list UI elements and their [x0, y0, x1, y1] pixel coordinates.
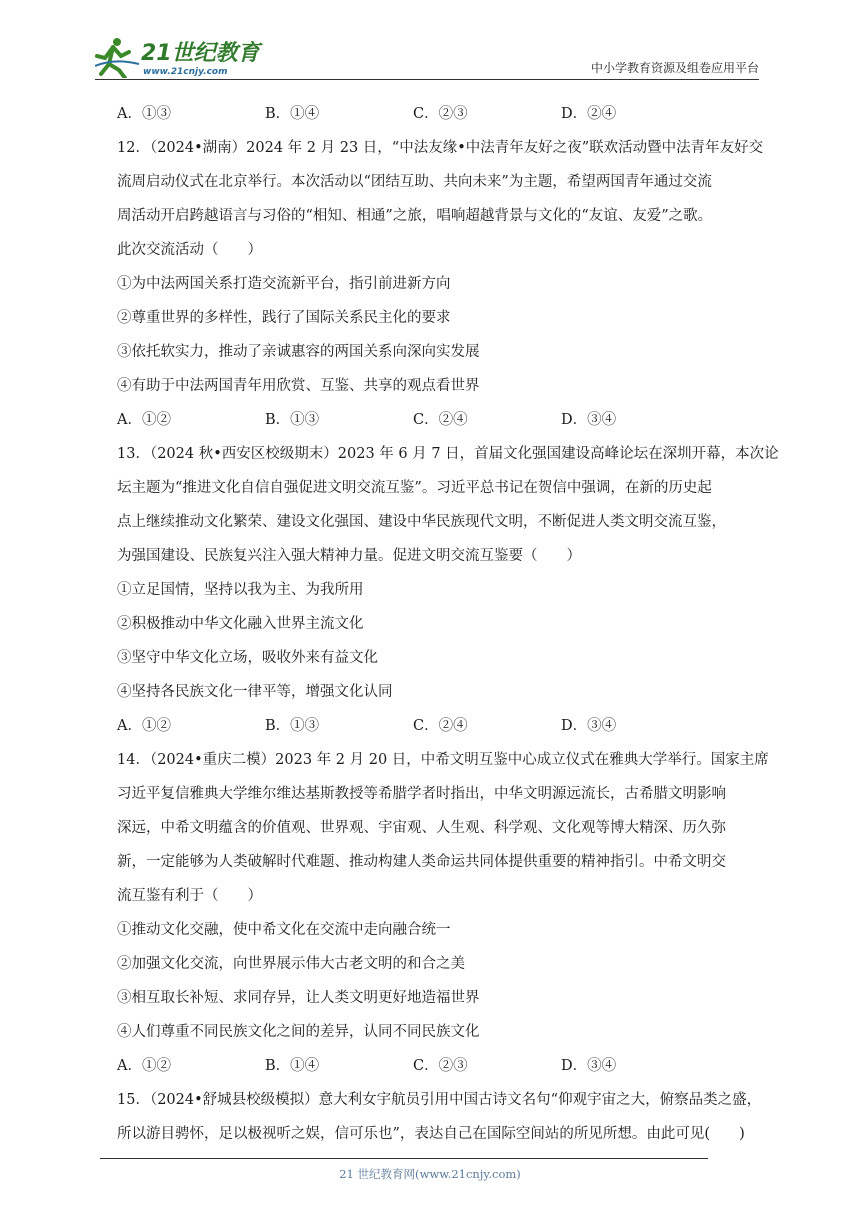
option-c: C．②③	[413, 1058, 468, 1074]
option-d: D．③④	[561, 412, 617, 428]
question-content	[117, 97, 779, 1151]
q14-stem-line: 新，一定能够为人类破解时代难题、推动构建人类命运共同体提供重要的精神指引。中希文明交	[117, 854, 726, 870]
option-c: C．②③	[413, 106, 468, 122]
option-b: B．①④	[265, 1058, 320, 1074]
svg-text:www.21cnjy.com: www.21cnjy.com	[143, 67, 228, 77]
option-b: B．①④	[265, 106, 320, 122]
page-header	[95, 34, 759, 80]
q12-options	[117, 403, 767, 437]
q12-stem-line: 周活动开启跨越语言与习俗的“相知、相通”之旅，唱响超越背景与文化的“友谊、友爱”之歌。	[117, 208, 713, 224]
q13-stem-line: 点上继续推动文化繁荣、建设文化强国、建设中华民族现代文明，不断促进人类文明交流互鉴，	[117, 514, 726, 530]
q14-stem-line: 流互鉴有利于（ ）	[117, 888, 262, 904]
q13-stem-line: 坛主题为“推进文化自信自强促进文明交流互鉴”。习近平总书记在贺信中强调，在新的历史起	[117, 480, 712, 496]
q13-stem-line: 为强国建设、民族复兴注入强大精神力量。促进文明交流互鉴要（ ）	[117, 548, 581, 564]
q12-item: ①为中法两国关系打造交流新平台，指引前进新方向	[117, 276, 451, 292]
q12-stem-line: 此次交流活动（ ）	[117, 242, 262, 258]
header-platform-text: 中小学教育资源及组卷应用平台	[590, 61, 759, 75]
q14-item: ①推动文化交融，使中希文化在交流中走向融合统一	[117, 922, 451, 938]
site-logo	[95, 34, 265, 78]
q13-stem-line: 13．（2024 秋•西安区校级期末）2023 年 6 月 7 日，首届文化强国建设高峰论坛在深圳开幕，本次论	[117, 446, 779, 462]
q11-options	[117, 97, 767, 131]
svg-text:21世纪教育: 21世纪教育	[141, 41, 260, 66]
page-footer[interactable]: 21 世纪教育网(www.21cnjy.com)	[339, 1167, 521, 1181]
q13-item: ①立足国情，坚持以我为主、为我所用	[117, 582, 364, 598]
option-d: D．③④	[561, 718, 617, 734]
option-b: B．①③	[265, 412, 320, 428]
q13-item: ④坚持各民族文化一律平等，增强文化认同	[117, 684, 393, 700]
option-a: A．①③	[117, 106, 171, 122]
q13-item: ③坚守中华文化立场，吸收外来有益文化	[117, 650, 378, 666]
q14-item: ④人们尊重不同民族文化之间的差异，认同不同民族文化	[117, 1024, 480, 1040]
runner-icon	[95, 38, 139, 78]
option-d: D．②④	[561, 106, 617, 122]
q12-item: ②尊重世界的多样性，践行了国际关系民主化的要求	[117, 310, 451, 326]
option-b: B．①③	[265, 718, 320, 734]
q14-options	[117, 1049, 767, 1083]
option-a: A．①②	[117, 412, 171, 428]
q14-item: ②加强文化交流，向世界展示伟大古老文明的和合之美	[117, 956, 465, 972]
q13-options	[117, 709, 767, 743]
q14-item: ③相互取长补短、求同存异，让人类文明更好地造福世界	[117, 990, 480, 1006]
option-c: C．②④	[413, 718, 468, 734]
q15-stem-line: 所以游目骋怀，足以极视听之娱，信可乐也”，表达自己在国际空间站的所见所想。由此可见( )	[117, 1126, 745, 1142]
q14-stem-line: 14．（2024•重庆二模）2023 年 2 月 20 日，中希文明互鉴中心成立仪式在雅典大学举行。国家主席	[117, 752, 769, 768]
q12-stem-line: 流周启动仪式在北京举行。本次活动以“团结互助、共向未来”为主题，希望两国青年通过交流	[117, 174, 712, 190]
option-c: C．②④	[413, 412, 468, 428]
option-d: D．③④	[561, 1058, 617, 1074]
q12-item: ④有助于中法两国青年用欣赏、互鉴、共享的观点看世界	[117, 378, 480, 394]
header-divider	[95, 79, 759, 80]
q14-stem-line: 深远，中希文明蕴含的价值观、世界观、宇宙观、人生观、科学观、文化观等博大精深、历久弥	[117, 820, 726, 836]
q14-stem-line: 习近平复信雅典大学维尔维达基斯教授等希腊学者时指出，中华文明源远流长，古希腊文明影响	[117, 786, 726, 802]
q12-item: ③依托软实力，推动了亲诚惠容的两国关系向深向实发展	[117, 344, 480, 360]
footer-divider	[100, 1158, 708, 1159]
option-a: A．①②	[117, 1058, 171, 1074]
option-a: A．①②	[117, 718, 171, 734]
q15-stem-line: 15．（2024•舒城县校级模拟）意大利女宇航员引用中国古诗文名句“仰观宇宙之大，俯察品类之盛，	[117, 1092, 762, 1108]
q13-item: ②积极推动中华文化融入世界主流文化	[117, 616, 364, 632]
q12-stem-line: 12．（2024•湖南）2024 年 2 月 23 日，“中法友缘•中法青年友好之夜”联欢活动暨中法青年友好交	[117, 140, 764, 156]
